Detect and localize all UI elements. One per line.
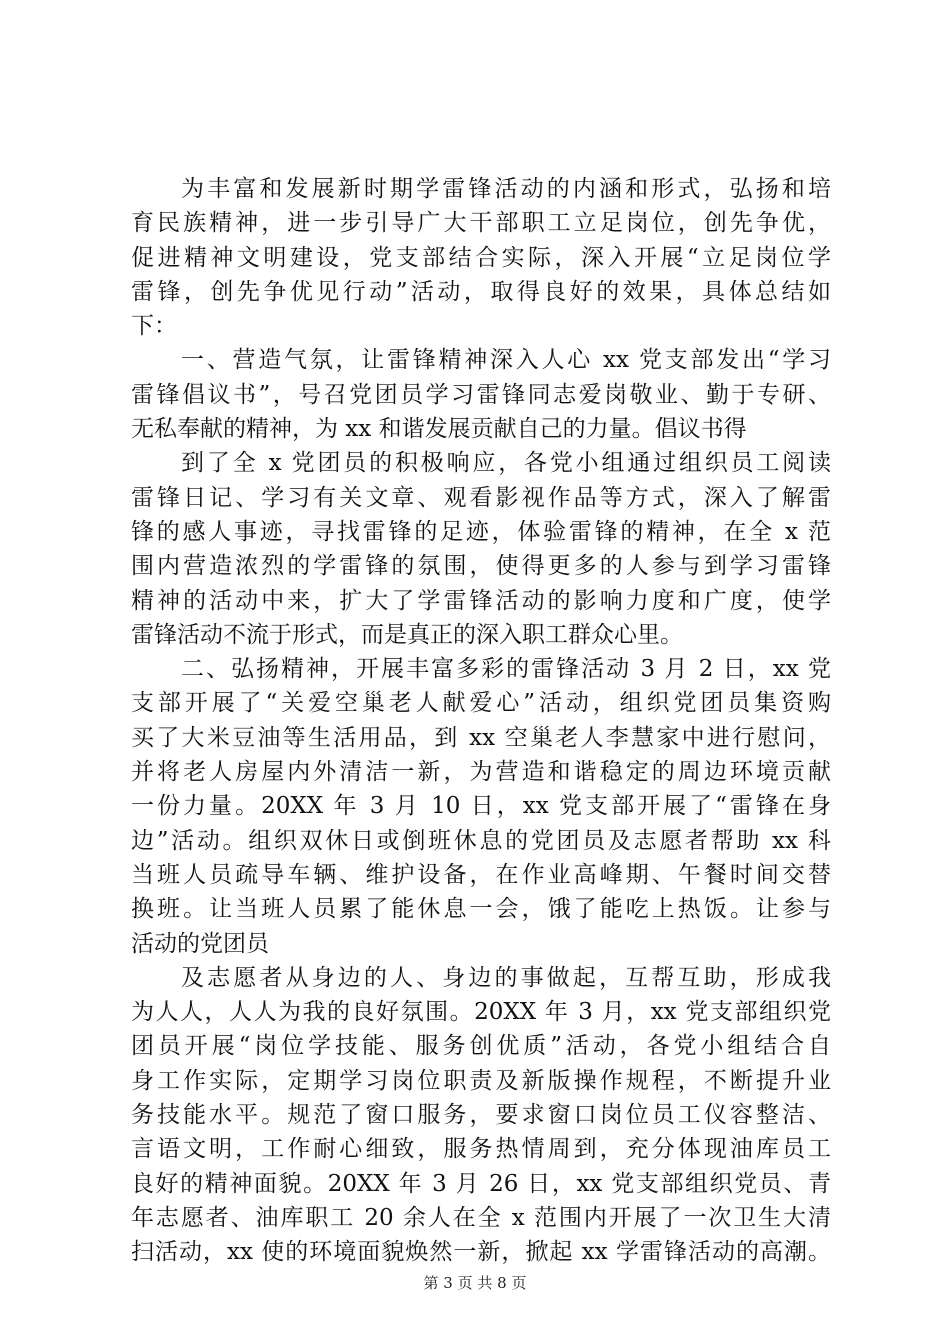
text-line: 年志愿者、油库职工 20 余人在全 x 范围内开展了一次卫生大清	[131, 1204, 831, 1231]
text-line: 一、营造气氛，让雷锋精神深入人心 xx 党支部发出“学习	[181, 347, 831, 374]
document-body	[131, 172, 831, 1270]
text-line: 并将老人房屋内外清洁一新，为营造和谐稳定的周边环境贡献	[131, 759, 831, 786]
text-line: 下：	[131, 313, 177, 340]
text-line: 雷锋活动不流于形式，而是真正的深入职工群众心里。	[131, 621, 683, 648]
page-footer: 第 3 页 共 8 页	[423, 1274, 527, 1292]
text-line: 支部开展了“关爱空巢老人献爱心”活动，组织党团员集资购	[131, 690, 831, 717]
text-line: 言语文明，工作耐心细致，服务热情周到，充分体现油库员工	[131, 1136, 831, 1163]
text-line: 雷锋，创先争优见行动”活动，取得良好的效果，具体总结如	[131, 278, 831, 305]
text-line: 无私奉献的精神，为 xx 和谐发展贡献自己的力量。倡议书得	[131, 416, 747, 443]
text-line: 一份力量。20XX 年 3 月 10 日，xx 党支部开展了“雷锋在身	[131, 793, 831, 820]
text-line: 雷锋日记、学习有关文章、观看影视作品等方式，深入了解雷	[131, 484, 831, 511]
text-line: 精神的活动中来，扩大了学雷锋活动的影响力度和广度，使学	[131, 587, 831, 614]
text-line: 良好的精神面貌。20XX 年 3 月 26 日，xx 党支部组织党员、青	[131, 1170, 831, 1197]
text-line: 促进精神文明建设，党支部结合实际，深入开展“立足岗位学	[131, 244, 831, 271]
text-line: 育民族精神，进一步引导广大干部职工立足岗位，创先争优，	[131, 210, 831, 237]
text-line: 为丰富和发展新时期学雷锋活动的内涵和形式，弘扬和培	[181, 176, 831, 202]
text-line: 身工作实际，定期学习岗位职责及新版操作规程，不断提升业	[131, 1067, 831, 1094]
text-line: 及志愿者从身边的人、身边的事做起，互帮互助，形成我	[181, 964, 831, 991]
text-line: 围内营造浓烈的学雷锋的氛围，使得更多的人参与到学习雷锋	[131, 553, 831, 580]
text-line: 换班。让当班人员累了能休息一会，饿了能吃上热饭。让参与	[131, 896, 831, 923]
text-line: 扫活动，xx 使的环境面貌焕然一新，掀起 xx 学雷锋活动的高潮。	[131, 1239, 831, 1266]
text-line: 活动的党团员	[131, 930, 269, 957]
text-line: 务技能水平。规范了窗口服务，要求窗口岗位员工仪容整洁、	[131, 1102, 831, 1129]
text-line: 当班人员疏导车辆、维护设备，在作业高峰期、午餐时间交替	[131, 861, 831, 888]
text-line: 到了全 x 党团员的积极响应，各党小组通过组织员工阅读	[181, 450, 831, 477]
text-line: 雷锋倡议书”，号召党团员学习雷锋同志爱岗敬业、勤于专研、	[131, 381, 831, 408]
text-line: 锋的感人事迹，寻找雷锋的足迹，体验雷锋的精神，在全 x 范	[131, 518, 831, 545]
text-line: 边”活动。组织双休日或倒班休息的党团员及志愿者帮助 xx 科	[131, 827, 831, 854]
text-line: 二、弘扬精神，开展丰富多彩的雷锋活动 3 月 2 日，xx 党	[181, 656, 831, 683]
text-line: 为人人，人人为我的良好氛围。20XX 年 3 月，xx 党支部组织党	[131, 999, 831, 1026]
text-line: 买了大米豆油等生活用品，到 xx 空巢老人李慧家中进行慰问，	[131, 724, 831, 751]
text-line: 团员开展“岗位学技能、服务创优质”活动，各党小组结合自	[131, 1033, 831, 1060]
